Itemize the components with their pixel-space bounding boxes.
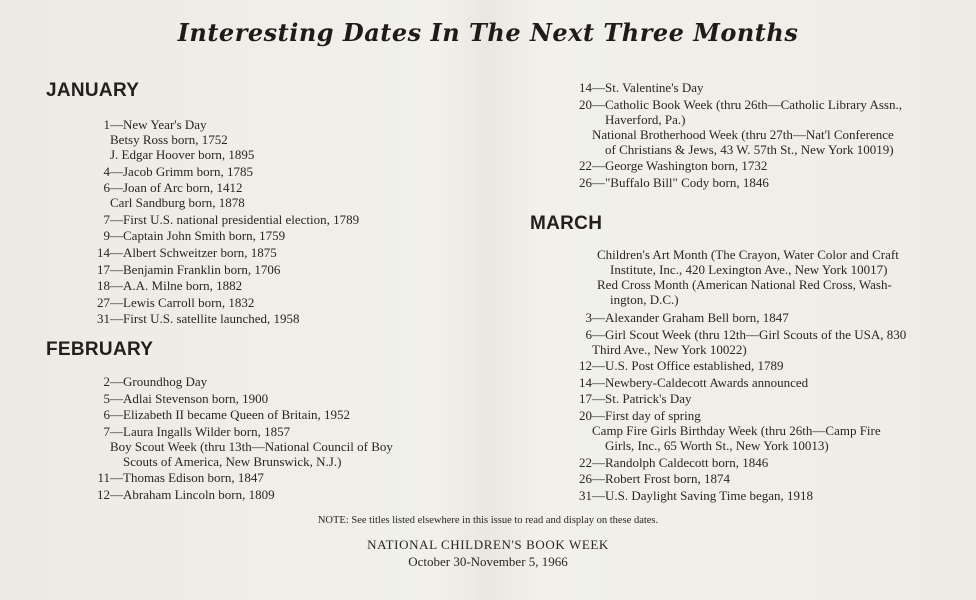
entry-day: 27 <box>97 294 110 310</box>
entry-day: 14 <box>579 80 592 95</box>
entry-first-line: First day of spring <box>605 407 701 423</box>
entry-continued-line: Camp Fire Girls Birthday Week (thru 26th—Camp Fire <box>592 422 881 438</box>
entry-day: 17 <box>97 261 110 277</box>
entry-day: 6 <box>585 326 592 342</box>
entry-dash: — <box>592 174 605 190</box>
entry-first-line: Lewis Carroll born, 1832 <box>123 294 255 310</box>
entry-dash: — <box>110 486 123 502</box>
entry-text <box>592 471 946 486</box>
entry-first-line: U.S. Daylight Saving Time began, 1918 <box>605 487 814 503</box>
entry-dash: — <box>592 374 605 390</box>
entry-text <box>110 164 466 179</box>
entry-day: 6 <box>103 180 110 196</box>
date-entry <box>86 374 466 389</box>
entry-dash: — <box>592 407 605 423</box>
footer-title: NATIONAL CHILDREN'S BOOK WEEK <box>367 537 609 552</box>
entry-first-line: George Washington born, 1732 <box>605 158 768 174</box>
entry-dash: — <box>110 163 123 179</box>
entry-first-line: Alexander Graham Bell born, 1847 <box>605 310 789 325</box>
entry-day: 2 <box>103 374 110 389</box>
entry-day: 4 <box>103 163 110 179</box>
entry-dash: — <box>592 391 605 407</box>
entry-day: 31 <box>97 311 110 327</box>
entry-day: 17 <box>579 391 592 407</box>
month-event-line: Children's Art Month (The Crayon, Water Color and Craft <box>597 247 899 262</box>
entry-dash: — <box>592 326 605 342</box>
entry-first-line: Abraham Lincoln born, 1809 <box>123 486 275 502</box>
entry-first-line: Benjamin Franklin born, 1706 <box>123 261 281 277</box>
entry-first-line: Girl Scout Week (thru 12th—Girl Scouts of the USA, 830 <box>605 326 907 342</box>
entry-text <box>592 375 946 390</box>
entry-first-line: Randolph Caldecott born, 1846 <box>605 454 769 470</box>
entry-continued-line: National Brotherhood Week (thru 27th—Nat'l Conference <box>592 126 894 142</box>
entry-text <box>110 278 466 293</box>
month-event-line: Institute, Inc., 420 Lexington Ave., New York 10017) <box>610 262 888 277</box>
entry-day: 22 <box>579 158 592 174</box>
date-entry <box>86 278 466 293</box>
entry-continued-line: of Christians & Jews, 43 W. 57th St., New York 10019) <box>605 141 894 157</box>
date-entry <box>86 212 466 227</box>
entry-dash: — <box>110 211 123 227</box>
february-list <box>86 374 466 504</box>
entry-dash: — <box>110 278 123 294</box>
date-entry <box>566 310 946 325</box>
date-entry <box>86 470 466 485</box>
entry-first-line: Adlai Stevenson born, 1900 <box>123 390 269 406</box>
entry-first-line: Robert Frost born, 1874 <box>605 471 730 487</box>
entry-first-line: A.A. Milne born, 1882 <box>123 278 243 294</box>
entry-text <box>592 455 946 470</box>
entry-dash: — <box>592 96 605 112</box>
entry-continued-line: Carl Sandburg born, 1878 <box>110 195 245 211</box>
date-entry <box>566 358 946 373</box>
entry-dash: — <box>592 487 605 503</box>
entry-first-line: St. Valentine's Day <box>605 80 704 95</box>
entry-text <box>110 391 466 406</box>
entry-first-line: Jacob Grimm born, 1785 <box>123 163 253 179</box>
entry-continued-line: J. Edgar Hoover born, 1895 <box>110 147 255 162</box>
date-entry <box>566 488 946 503</box>
entry-text <box>592 358 946 373</box>
month-event-line: Red Cross Month (American National Red Cross, Wash- <box>597 277 892 292</box>
entry-day: 6 <box>103 407 110 423</box>
entry-day: 14 <box>97 244 110 260</box>
entry-text <box>592 391 946 406</box>
entry-first-line: First U.S. national presidential election, 1789 <box>123 211 360 227</box>
entry-dash: — <box>110 407 123 423</box>
date-entry <box>86 245 466 260</box>
entry-text <box>592 327 946 357</box>
date-entry <box>86 487 466 502</box>
entry-first-line: "Buffalo Bill" Cody born, 1846 <box>605 174 769 190</box>
entry-dash: — <box>110 180 123 196</box>
entry-first-line: Elizabeth II became Queen of Britain, 1952 <box>123 407 351 423</box>
entry-first-line: Laura Ingalls Wilder born, 1857 <box>123 423 291 439</box>
date-entry <box>86 228 466 243</box>
date-entry <box>566 175 946 190</box>
entry-first-line: St. Patrick's Day <box>605 391 692 407</box>
entry-dash: — <box>110 390 123 406</box>
entry-text <box>592 158 946 173</box>
date-entry <box>86 295 466 310</box>
entry-dash: — <box>592 80 605 95</box>
entry-day: 20 <box>579 407 592 423</box>
date-entry <box>566 455 946 470</box>
entry-day: 31 <box>579 487 592 503</box>
date-entry <box>86 164 466 179</box>
entry-text <box>110 424 466 469</box>
page-title: Interesting Dates In The Next Three Months <box>177 18 799 47</box>
entry-text <box>110 180 466 210</box>
date-entry <box>86 262 466 277</box>
entry-first-line: Captain John Smith born, 1759 <box>123 228 286 244</box>
entry-text <box>110 228 466 243</box>
date-entry <box>86 424 466 469</box>
date-entry <box>86 180 466 210</box>
entry-dash: — <box>110 470 123 486</box>
date-entry <box>566 471 946 486</box>
entry-text <box>110 295 466 310</box>
entry-day: 7 <box>103 211 110 227</box>
entry-text <box>592 175 946 190</box>
entry-first-line: Thomas Edison born, 1847 <box>123 470 264 486</box>
entry-text <box>110 212 466 227</box>
entry-first-line: U.S. Post Office established, 1789 <box>605 358 784 374</box>
date-entry <box>566 97 946 157</box>
entry-day: 20 <box>579 96 592 112</box>
entry-day: 22 <box>579 454 592 470</box>
entry-dash: — <box>110 294 123 310</box>
entry-dash: — <box>592 158 605 174</box>
march-month-events <box>597 247 947 307</box>
entry-text <box>110 470 466 485</box>
entry-day: 11 <box>97 470 110 486</box>
entry-day: 26 <box>579 174 592 190</box>
entry-day: 12 <box>97 486 110 502</box>
february-continued-list <box>566 80 946 191</box>
month-event-line: ington, D.C.) <box>610 292 679 307</box>
heading-march: MARCH <box>530 213 603 234</box>
entry-text <box>110 407 466 422</box>
entry-dash: — <box>110 117 123 132</box>
date-entry <box>86 407 466 422</box>
entry-first-line: Joan of Arc born, 1412 <box>123 180 243 196</box>
entry-dash: — <box>110 244 123 260</box>
january-list <box>86 117 466 328</box>
entry-day: 12 <box>579 358 592 374</box>
entry-text <box>592 408 946 453</box>
entry-text <box>110 117 466 162</box>
date-entry <box>86 311 466 326</box>
entry-dash: — <box>592 310 605 325</box>
entry-continued-line: Girls, Inc., 65 Worth St., New York 10013) <box>605 437 829 453</box>
date-entry <box>566 408 946 453</box>
entry-dash: — <box>592 471 605 487</box>
entry-continued-line: Third Ave., New York 10022) <box>592 341 747 357</box>
heading-january: JANUARY <box>46 80 140 101</box>
entry-continued-line: Boy Scout Week (thru 13th—National Council of Boy <box>110 438 393 454</box>
entry-day: 18 <box>97 278 110 294</box>
entry-first-line: Catholic Book Week (thru 26th—Catholic Library Assn., <box>605 96 902 112</box>
date-entry <box>566 80 946 95</box>
date-entry <box>566 327 946 357</box>
entry-day: 9 <box>103 228 110 244</box>
entry-dash: — <box>110 311 123 327</box>
entry-text <box>592 97 946 157</box>
entry-dash: — <box>110 423 123 439</box>
entry-text <box>110 245 466 260</box>
entry-day: 3 <box>585 310 592 325</box>
entry-first-line: Albert Schweitzer born, 1875 <box>123 244 277 260</box>
entry-text <box>592 488 946 503</box>
entry-first-line: First U.S. satellite launched, 1958 <box>123 311 300 327</box>
note-text: NOTE: See titles listed elsewhere in this issue to read and display on these dates. <box>317 515 659 526</box>
entry-text <box>110 311 466 326</box>
entry-dash: — <box>592 454 605 470</box>
date-entry <box>566 158 946 173</box>
entry-text <box>110 374 466 389</box>
entry-day: 5 <box>103 390 110 406</box>
date-entry <box>566 375 946 390</box>
march-list <box>566 310 946 504</box>
entry-continued-line: Scouts of America, New Brunswick, N.J.) <box>123 453 342 469</box>
entry-dash: — <box>110 228 123 244</box>
date-entry <box>566 391 946 406</box>
footer-dates: October 30-November 5, 1966 <box>408 554 568 569</box>
entry-day: 26 <box>579 471 592 487</box>
entry-day: 1 <box>103 117 110 132</box>
entry-first-line: New Year's Day <box>123 117 207 132</box>
entry-dash: — <box>110 374 123 389</box>
entry-text <box>592 310 946 325</box>
date-entry <box>86 391 466 406</box>
entry-dash: — <box>592 358 605 374</box>
heading-february: FEBRUARY <box>46 339 154 360</box>
entry-text <box>110 262 466 277</box>
entry-first-line: Groundhog Day <box>123 374 208 389</box>
entry-continued-line: Betsy Ross born, 1752 <box>110 132 228 147</box>
entry-day: 7 <box>103 423 110 439</box>
entry-first-line: Newbery-Caldecott Awards announced <box>605 374 809 390</box>
entry-dash: — <box>110 261 123 277</box>
entry-text <box>592 80 946 95</box>
entry-day: 14 <box>579 374 592 390</box>
entry-continued-line: Haverford, Pa.) <box>605 111 686 127</box>
entry-text <box>110 487 466 502</box>
date-entry <box>86 117 466 162</box>
